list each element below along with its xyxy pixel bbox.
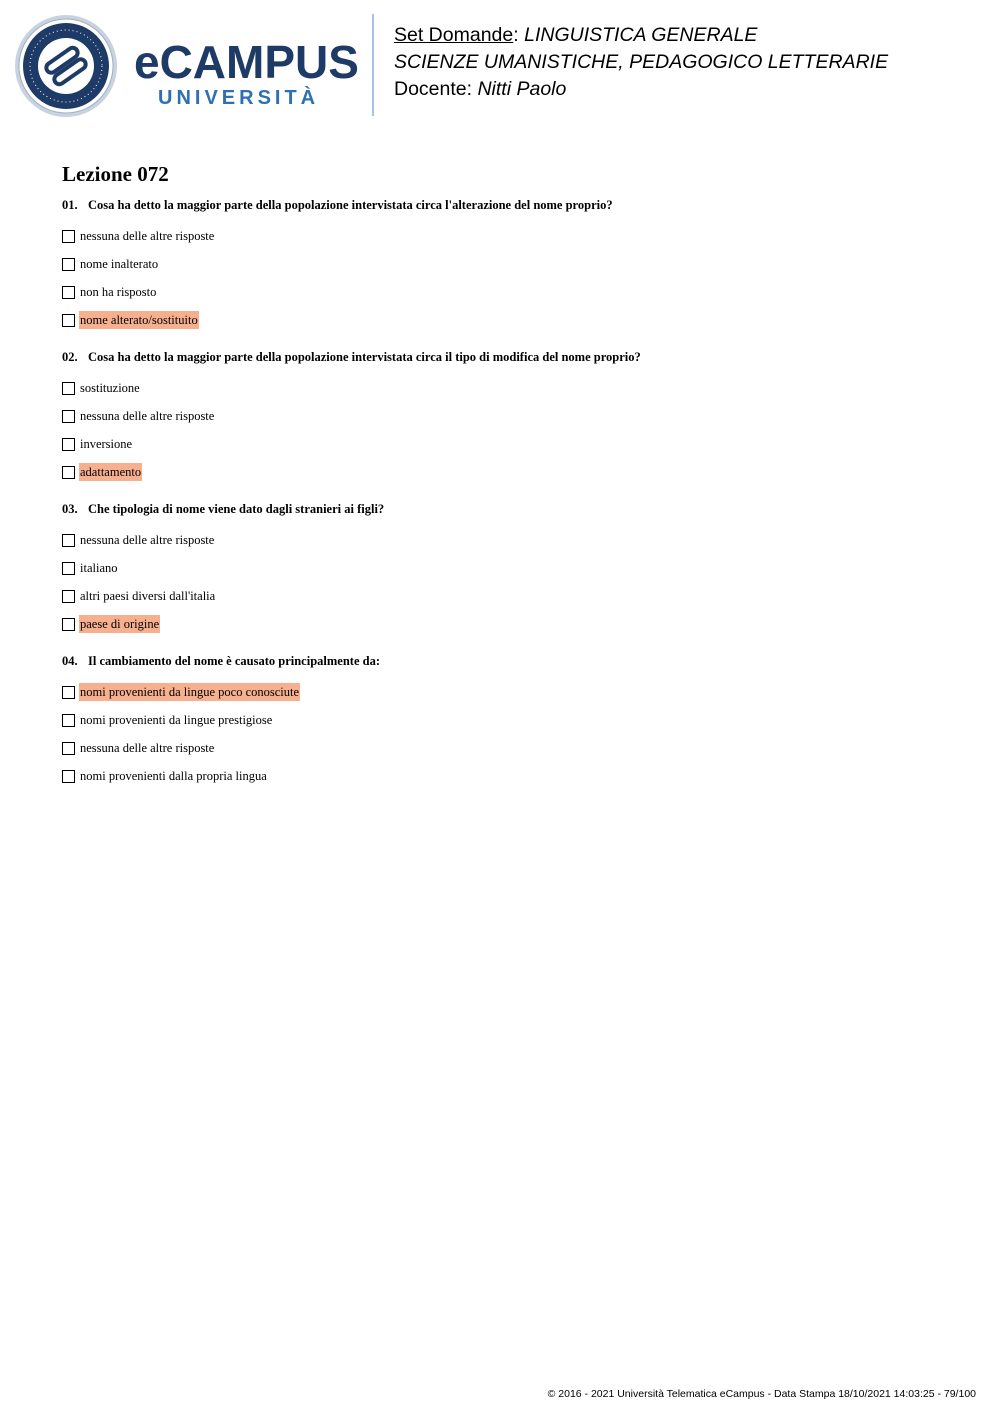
question-label: Cosa ha detto la maggior parte della popolazione intervistata circa l'alterazione del nome proprio?	[88, 198, 613, 212]
page-footer: © 2016 - 2021 Università Telematica eCampus - Data Stampa 18/10/2021 14:03:25 - 79/100	[547, 1388, 976, 1400]
university-seal-logo	[14, 14, 118, 118]
question-block	[62, 196, 942, 334]
answer-option[interactable]	[62, 706, 942, 734]
faculty-name: SCIENZE UMANISTICHE, PEDAGOGICO LETTERARIE	[394, 51, 889, 73]
answer-option[interactable]	[62, 430, 942, 458]
answer-checkbox[interactable]	[62, 410, 75, 423]
answer-label: sostituzione	[80, 381, 140, 395]
answer-label: nessuna delle altre risposte	[80, 409, 215, 423]
answer-label: nessuna delle altre risposte	[80, 533, 215, 547]
correct-answer-label: adattamento	[80, 465, 142, 479]
answer-label: nomi provenienti dalla propria lingua	[80, 769, 267, 783]
answer-option[interactable]	[62, 402, 942, 430]
answer-checkbox[interactable]	[62, 230, 75, 243]
answer-checkbox[interactable]	[62, 618, 75, 631]
question-text	[62, 348, 942, 366]
answer-option[interactable]	[62, 222, 942, 250]
answer-option[interactable]	[62, 734, 942, 762]
teacher-name: Nitti Paolo	[477, 78, 567, 100]
question-text	[62, 652, 942, 670]
header-divider	[372, 14, 374, 116]
answer-checkbox[interactable]	[62, 714, 75, 727]
answer-label: altri paesi diversi dall'italia	[80, 589, 216, 603]
answer-option[interactable]	[62, 554, 942, 582]
answer-option[interactable]	[62, 250, 942, 278]
answer-label: nomi provenienti da lingue prestigiose	[80, 713, 273, 727]
question-block	[62, 348, 942, 486]
set-separator: :	[513, 24, 525, 46]
question-block	[62, 652, 942, 790]
answer-checkbox[interactable]	[62, 438, 75, 451]
question-number: 04.	[62, 654, 78, 668]
answer-checkbox[interactable]	[62, 258, 75, 271]
teacher-label: Docente:	[394, 78, 478, 100]
answer-label: nome inalterato	[80, 257, 159, 271]
set-course-line	[394, 22, 888, 49]
answer-option[interactable]	[62, 374, 942, 402]
answer-option[interactable]	[62, 582, 942, 610]
set-label: Set Domande	[394, 24, 514, 46]
answer-checkbox[interactable]	[62, 562, 75, 575]
question-list	[62, 196, 942, 790]
question-text	[62, 196, 942, 214]
answer-option[interactable]	[62, 526, 942, 554]
answer-label: inversione	[80, 437, 133, 451]
answer-label: italiano	[80, 561, 118, 575]
course-name: LINGUISTICA GENERALE	[524, 24, 758, 46]
quiz-content	[62, 160, 942, 804]
brand-name: eCAMPUS	[134, 36, 359, 88]
set-info	[394, 22, 888, 103]
answer-checkbox[interactable]	[62, 286, 75, 299]
answer-checkbox[interactable]	[62, 534, 75, 547]
answer-checkbox[interactable]	[62, 742, 75, 755]
question-label: Il cambiamento del nome è causato principalmente da:	[88, 654, 380, 668]
answer-label: nessuna delle altre risposte	[80, 741, 215, 755]
answer-checkbox[interactable]	[62, 590, 75, 603]
question-text	[62, 500, 942, 518]
question-label: Che tipologia di nome viene dato dagli stranieri ai figli?	[88, 502, 385, 516]
teacher-line	[394, 76, 888, 103]
correct-answer-label: nome alterato/sostituito	[80, 313, 198, 327]
answer-checkbox[interactable]	[62, 314, 75, 327]
answer-option[interactable]	[62, 762, 942, 790]
page-header	[0, 0, 1000, 130]
answer-checkbox[interactable]	[62, 686, 75, 699]
question-number: 03.	[62, 502, 78, 516]
answer-option[interactable]	[62, 278, 942, 306]
answer-option[interactable]	[62, 610, 942, 638]
correct-answer-label: paese di origine	[80, 617, 160, 631]
brand-subtitle: UNIVERSITÀ	[158, 87, 320, 109]
ecampus-logo	[134, 36, 359, 116]
question-label: Cosa ha detto la maggior parte della popolazione intervistata circa il tipo di modifica del nome proprio?	[88, 350, 641, 364]
lesson-title: Lezione 072	[62, 162, 169, 186]
answer-label: nessuna delle altre risposte	[80, 229, 215, 243]
answer-option[interactable]	[62, 306, 942, 334]
answer-option[interactable]	[62, 458, 942, 486]
question-number: 01.	[62, 198, 78, 212]
question-block	[62, 500, 942, 638]
answer-checkbox[interactable]	[62, 466, 75, 479]
question-number: 02.	[62, 350, 78, 364]
answer-label: non ha risposto	[80, 285, 157, 299]
answer-checkbox[interactable]	[62, 770, 75, 783]
answer-option[interactable]	[62, 678, 942, 706]
answer-checkbox[interactable]	[62, 382, 75, 395]
correct-answer-label: nomi provenienti da lingue poco conosciute	[80, 685, 300, 699]
